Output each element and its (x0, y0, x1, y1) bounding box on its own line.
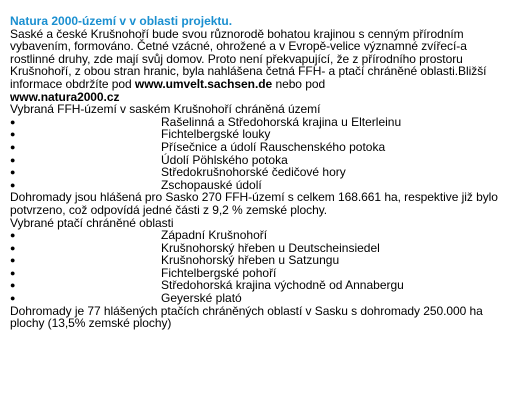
ffh-list (10, 116, 510, 192)
bird-heading: Vybrané ptačí chráněné oblasti (10, 215, 174, 230)
ffh-item-text: Středokrušnohorské čedičové hory (161, 165, 346, 180)
intro-text: Saské a české Krušnohoří bude svou různorodě bohatou krajinou s cenným přírodním vybavením, formováno. Četné vzácné, ohrožené a v Evropě-velice významné zvířecí-a rostlinné druhy, zde mají svůj domov. Proto není překvapující, že z přírodního prostoru Krušnohoří, z obou stran hranic, byla nahlášena četná FFH- a ptačí chráněné oblasti.Bližší informace obdržíte pod (10, 26, 487, 91)
list-item (10, 292, 510, 305)
ffh-heading: Vybraná FFH-území v saském Krušnohoří chráněná území (10, 102, 321, 117)
bullet-icon: ● (10, 141, 16, 152)
ffh-item-text: Fichtelbergské louky (161, 127, 271, 142)
intro-middle-text: nebo pod (272, 76, 326, 91)
bullet-icon: ● (10, 255, 16, 266)
document-title: Natura 2000-území v v oblasti projektu. (10, 14, 233, 28)
bird-item-text: Západní Krušnohoří (161, 228, 268, 243)
list-item (10, 279, 510, 292)
bird-item-text: Středohorská krajina východně od Annabergu (161, 278, 404, 293)
bullet-icon: ● (10, 242, 16, 253)
bird-item-text: Krušnohorský hřeben u Deutscheinsiedel (161, 240, 380, 255)
list-item (10, 141, 510, 154)
ffh-item-text: Rašelinná a Středohorská krajina u Elterleinu (161, 114, 402, 129)
bullet-icon: ● (10, 179, 16, 190)
bullet-icon: ● (10, 293, 16, 304)
bird-item-text: Krušnohorský hřeben u Satzungu (161, 253, 340, 268)
bullet-icon: ● (10, 167, 16, 178)
bullet-icon: ● (10, 154, 16, 165)
bullet-icon: ● (10, 230, 16, 241)
ffh-item-text: Zschopauské údolí (161, 177, 262, 192)
list-item (10, 254, 510, 267)
bullet-icon: ● (10, 129, 16, 140)
list-item (10, 166, 510, 179)
bird-list (10, 229, 510, 305)
bird-item-text: Fichtelbergské pohoří (161, 265, 277, 280)
bullet-icon: ● (10, 280, 16, 291)
bird-item-text: Geyerské plató (161, 291, 242, 306)
natura2000-link[interactable]: www.natura2000.cz (10, 89, 120, 104)
list-item (10, 229, 510, 242)
bullet-icon: ● (10, 267, 16, 278)
list-item (10, 179, 510, 192)
intro-paragraph (10, 28, 510, 104)
ffh-item-text: Přísečnice a údolí Rauschenského potoka (161, 139, 386, 154)
bird-summary: Dohromady je 77 hlášených ptačích chráněných oblastí v Sasku s dohromady 250.000 ha plochy (13,5% zemské plochy) (10, 303, 483, 331)
document-body (10, 15, 510, 330)
ffh-summary: Dohromady jsou hlášená pro Sasko 270 FFH-území s celkem 168.661 ha, respektive již bylo potvrzeno, což odpovídá jedné části z 9,2 % zemské plochy. (10, 190, 498, 217)
bullet-icon: ● (10, 116, 16, 127)
umvelt-link[interactable]: www.umvelt.sachsen.de (134, 76, 273, 91)
ffh-item-text: Údolí Pöhlského potoka (161, 152, 288, 167)
